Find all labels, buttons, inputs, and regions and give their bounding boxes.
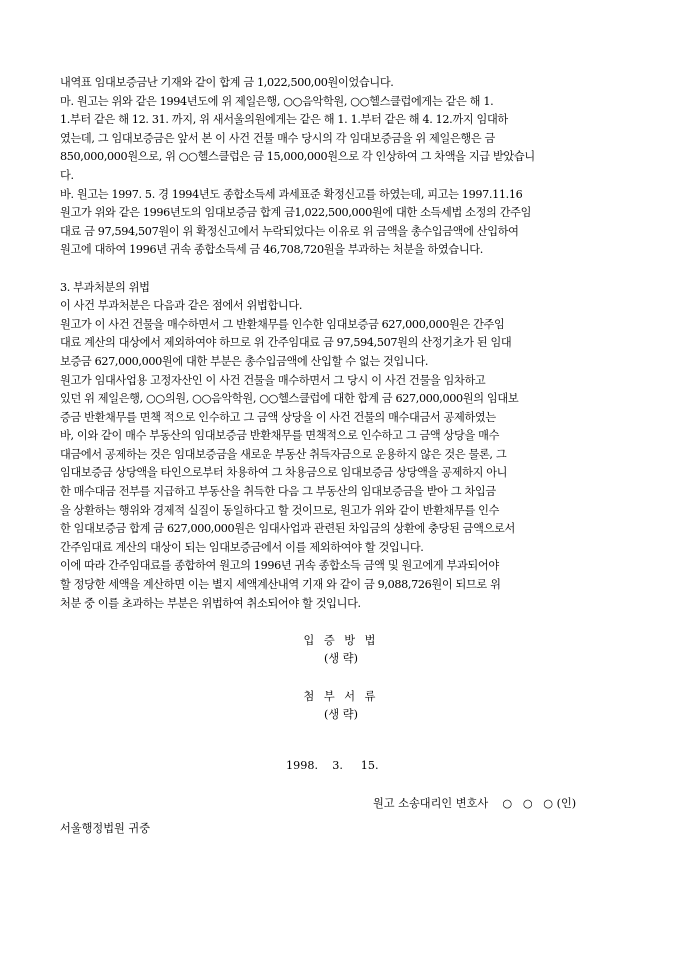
text-line: 다. <box>60 168 74 182</box>
evidence-note: (생 략) <box>324 652 358 666</box>
filing-date: 1998. 3. 15. <box>286 759 379 772</box>
text-line: 바. 원고는 1997. 5. 경 1994년도 종합소득세 과세표준 확정신고를 하였는데, 피고는 1997.11.16 <box>60 187 523 201</box>
spacer <box>60 613 622 632</box>
court-addressee: 서울행정법원 귀중 <box>60 822 151 835</box>
text-line: 이 사건 부과처분은 다음과 같은 점에서 위법합니다. <box>60 299 303 313</box>
attachments-block <box>60 688 622 725</box>
text-line: 한 매수대금 전부를 지급하고 부동산을 취득한 다음 그 부동산의 임대보증금을 받아 그 차입금 <box>60 485 496 499</box>
text-line: 내역표 임대보증금난 기재와 같이 합계 금 1,022,500,00원이었습니다. <box>60 76 394 89</box>
text-line: 보증금 627,000,000원에 대한 부분은 총수입금액에 산입할 수 없는 것입니다. <box>60 354 429 368</box>
attorney-signature: 원고 소송대리인 변호사 ○ ○ ○ (인) <box>373 797 577 810</box>
text-line: 처분 중 이를 초과하는 부분은 위법하여 취소되어야 할 것입니다. <box>60 596 361 610</box>
evidence-block <box>60 632 622 669</box>
text-line: 원고가 임대사업용 고정자산인 이 사건 건물을 매수하면서 그 당시 이 사건 건물을 임차하고 <box>60 373 486 387</box>
text-line: 850,000,000원으로, 위 ○○헬스클럽은 금 15,000,000원으로 각 인상하여 그 차액을 지급 받았습니 <box>60 150 535 164</box>
text-line: 바, 이와 같이 매수 부동산의 임대보증금 반환채무를 면책적으로 인수하고 그 금액 상당을 매수 <box>60 429 500 443</box>
attachments-heading: 첨 부 서 류 <box>303 689 379 703</box>
text-line: 원고가 위와 같은 1996년도의 임대보증금 합계 금1,022,500,000원에 대한 소득세법 소정의 간주임 <box>60 206 532 220</box>
text-line: 있던 위 제일은행, ○○의원, ○○음악학원, ○○헬스클럽에 대한 합계 금 627,000,000원의 임대보 <box>60 392 519 406</box>
document-body <box>60 74 622 725</box>
text-line: 이에 따라 간주임대료를 종합하여 원고의 1996년 귀속 종합소득 금액 및 원고에게 부과되어야 <box>60 559 499 573</box>
text-line: 마. 원고는 위와 같은 1994년도에 위 제일은행, ○○음악학원, ○○헬스클럽에게는 같은 해 1. <box>60 94 494 108</box>
text-line: 원고에 대하여 1996년 귀속 종합소득세 금 46,708,720원을 부과하는 처분을 하였습니다. <box>60 243 483 257</box>
attachments-note: (생 략) <box>324 708 358 722</box>
paragraph-intro <box>60 74 622 260</box>
text-line: 간주임대료 계산의 대상이 되는 임대보증금에서 이를 제외하여야 할 것입니다. <box>60 540 424 554</box>
section-illegality <box>60 279 622 614</box>
text-line: 할 정당한 세액을 계산하면 이는 별지 세액계산내역 기재 와 같이 금 9,088,726원이 되므로 위 <box>60 578 501 592</box>
text-line: 한 임대보증금 합계 금 627,000,000원은 임대사업과 관련된 차입금의 상환에 충당된 금액으로서 <box>60 522 515 536</box>
text-line: 1.부터 같은 해 12. 31. 까지, 위 새서울의원에게는 같은 해 1. 1.부터 같은 해 4. 12.까지 임대하 <box>60 113 508 127</box>
text-line: 원고가 이 사건 건물을 매수하면서 그 반환채무를 인수한 임대보증금 627,000,000원은 간주임 <box>60 317 505 331</box>
text-line: 을 상환하는 행위와 경제적 실질이 동일하다고 할 것이므로, 원고가 위와 같이 반환채무를 인수 <box>60 503 500 517</box>
spacer <box>60 669 622 688</box>
text-line: 임대보증금 상당액을 타인으로부터 차용하여 그 차용금으로 임대보증금 상당액을 공제하지 아니 <box>60 466 508 480</box>
section-heading: 3. 부과처분의 위법 <box>60 280 150 294</box>
text-line: 증금 반환채무를 면책 적으로 인수하고 그 금액 상당을 이 사건 건물의 매수대금서 공제하였는 <box>60 410 496 424</box>
evidence-heading: 입 증 방 법 <box>303 633 379 647</box>
spacer <box>60 260 622 279</box>
text-line: 대료 금 97,594,507원이 위 확정신고에서 누락되었다는 이유로 위 금액을 총수입금액에 산입하여 <box>60 224 519 238</box>
text-line: 였는데, 그 임대보증금은 앞서 본 이 사건 건물 매수 당시의 각 임대보증금을 위 제일은행은 금 <box>60 131 496 145</box>
text-line: 대료 계산의 대상에서 제외하여야 하므로 위 간주임대료 금 97,594,507원의 산정기초가 된 임대 <box>60 336 512 350</box>
text-line: 대금에서 공제하는 것은 임대보증금을 새로운 부동산 취득자금으로 운용하지 않은 것은 물론, 그 <box>60 447 507 461</box>
